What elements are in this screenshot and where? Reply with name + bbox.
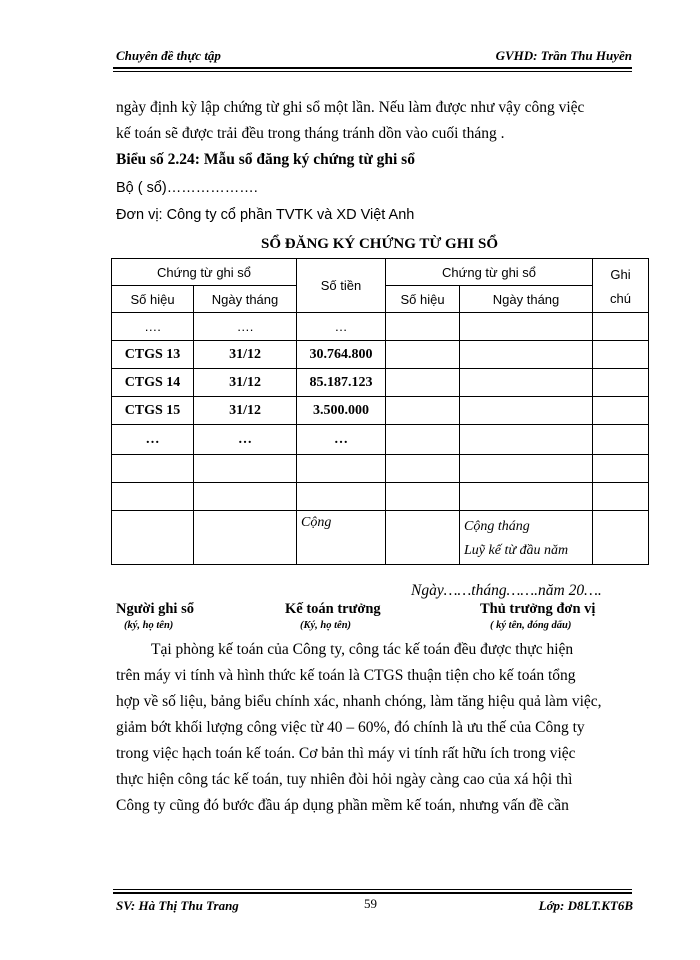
ngay-thang-2-header: Ngày tháng: [460, 286, 593, 313]
cong-label: Cộng: [301, 515, 332, 530]
cell: [460, 425, 593, 455]
cell: ….: [112, 313, 194, 341]
cell: [593, 511, 649, 565]
cell: [386, 483, 460, 511]
cell: …: [194, 425, 297, 455]
header-left: Chuyên đề thực tập: [116, 48, 221, 63]
signature-sub-1: (ký, họ tên): [124, 620, 174, 631]
page-number: 59: [364, 896, 377, 911]
table-header-row: [112, 259, 649, 286]
table-row: [112, 483, 649, 511]
cell: [460, 455, 593, 483]
footer-rule-thin: [113, 889, 632, 890]
cell: [460, 369, 593, 397]
footer-left: SV: Hà Thị Thu Trang: [116, 898, 239, 913]
ngay-thang-header: Ngày tháng: [194, 286, 297, 313]
body-line-3: hợp về số liệu, bảng biểu chính xác, nhanh chóng, làm tăng hiệu quả làm việc,: [116, 693, 602, 710]
register-title: SỔ ĐĂNG KÝ CHỨNG TỪ GHI SỔ: [261, 236, 498, 252]
cell: [386, 455, 460, 483]
cell: [386, 397, 460, 425]
cell: [593, 397, 649, 425]
cong-cell: [297, 511, 386, 565]
cell: 31/12: [194, 369, 297, 397]
cell: [593, 425, 649, 455]
cell: ….: [194, 313, 297, 341]
group-left-header: Chứng từ ghi sổ: [112, 259, 297, 286]
cell: [593, 483, 649, 511]
so-hieu-2-header: Số hiệu: [386, 286, 460, 313]
cell: CTGS 14: [112, 369, 194, 397]
date-line: Ngày……tháng…….năm 20….: [411, 582, 602, 599]
so-tien-header: Số tiền: [297, 259, 386, 313]
cell: [194, 511, 297, 565]
cell: 31/12: [194, 341, 297, 369]
cell: 31/12: [194, 397, 297, 425]
cell: …: [297, 313, 386, 341]
body-line-1: Tại phòng kế toán của Công ty, công tác kế toán đều được thực hiện: [151, 641, 574, 658]
signature-sub-3: ( ký tên, đóng dấu): [490, 620, 572, 631]
table-row: [112, 369, 649, 397]
cell: [460, 397, 593, 425]
signature-sub-2: (Ký, họ tên): [300, 620, 352, 631]
table-row: [112, 455, 649, 483]
signature-title-1: Người ghi sổ: [116, 601, 194, 617]
cell: CTGS 13: [112, 341, 194, 369]
cell: [297, 483, 386, 511]
body-line-6: thực hiện công tác kế toán, tuy nhiên đòi hỏi ngày càng cao của xá hội thì: [116, 771, 573, 788]
ghi-chu-line-2: chú: [610, 291, 632, 306]
bo-so: Bộ ( sổ)……………….: [116, 180, 258, 196]
cell: [593, 369, 649, 397]
cell: [386, 341, 460, 369]
cell: [593, 455, 649, 483]
header-rule: [113, 67, 632, 69]
cell: [460, 483, 593, 511]
footer-right: Lớp: D8LT.KT6B: [538, 898, 633, 913]
cong-thang-cell: [460, 511, 593, 565]
table-row: [112, 425, 649, 455]
header-rule-thin: [113, 71, 632, 72]
cell: [460, 341, 593, 369]
cell: [112, 483, 194, 511]
cell: [386, 313, 460, 341]
body-line-2: trên máy vi tính và hình thức kế toán là CTGS thuận tiện cho kế toán tổng: [116, 667, 576, 684]
so-hieu-header: Số hiệu: [112, 286, 194, 313]
cell: [297, 455, 386, 483]
ghi-chu-header: [593, 259, 649, 313]
cell: [386, 425, 460, 455]
signature-title-2: Kế toán trưởng: [285, 601, 381, 617]
form-caption: Biểu số 2.24: Mẫu sổ đăng ký chứng từ ghi sổ: [116, 151, 415, 168]
intro-line-2: kế toán sẽ được trải đều trong tháng tránh dồn vào cuối tháng .: [116, 125, 505, 142]
body-line-5: trong việc hạch toán kế toán. Cơ bản thì máy vi tính rất hữu ích trong việc: [116, 745, 576, 762]
cell: [112, 455, 194, 483]
footer-rule: [113, 892, 632, 894]
cell: 30.764.800: [297, 341, 386, 369]
cell: [386, 369, 460, 397]
cell: CTGS 15: [112, 397, 194, 425]
cell: [194, 483, 297, 511]
luy-ke-label: Luỹ kế từ đầu năm: [464, 543, 569, 558]
table-total-row: [112, 511, 649, 565]
cell: [386, 511, 460, 565]
signature-title-3: Thủ trưởng đơn vị: [480, 601, 596, 617]
table-row: [112, 397, 649, 425]
header-right: GVHD: Trần Thu Huyền: [495, 48, 632, 63]
body-line-7: Công ty cũng đó bước đầu áp dụng phần mềm kế toán, nhưng vấn đề cần: [116, 797, 569, 814]
ghi-chu-line-1: Ghi: [610, 267, 631, 282]
body-line-4: giảm bớt khối lượng công việc từ 40 – 60%, đó chính là ưu thế của Công ty: [116, 719, 585, 736]
cell: [593, 313, 649, 341]
cell: [194, 455, 297, 483]
intro-line-1: ngày định kỳ lập chứng từ ghi sổ một lần. Nếu làm được như vậy công việc: [116, 99, 585, 116]
cong-thang-label: Cộng tháng: [464, 519, 530, 534]
group-right-header: Chứng từ ghi sổ: [386, 259, 593, 286]
cell: …: [297, 425, 386, 455]
don-vi: Đơn vị: Công ty cổ phần TVTK và XD Việt Anh: [116, 207, 415, 223]
cell: 85.187.123: [297, 369, 386, 397]
register-table: [111, 258, 649, 565]
cell: …: [112, 425, 194, 455]
table-row: [112, 313, 649, 341]
cell: [593, 341, 649, 369]
table-row: [112, 341, 649, 369]
cell: [460, 313, 593, 341]
cell: 3.500.000: [297, 397, 386, 425]
cell: [112, 511, 194, 565]
